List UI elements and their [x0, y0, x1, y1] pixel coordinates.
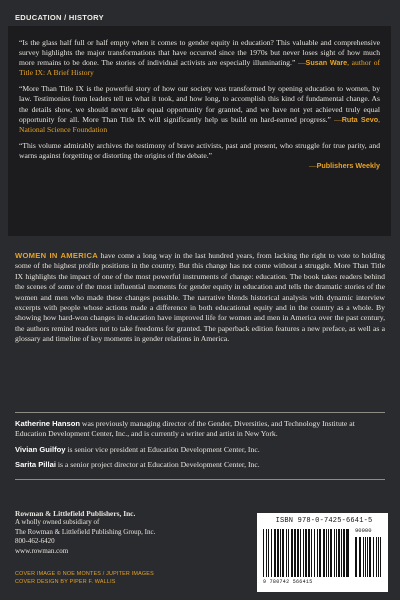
- barcode-bar: [303, 529, 304, 577]
- praise-quote: [19, 84, 380, 134]
- barcode-bar: [263, 529, 264, 577]
- barcode-addon-bar: [359, 537, 361, 577]
- author-bio-text: was previously managing director of the Gender, Diversities, and Technology Institute at Education Development Center, Inc., and is currently a writer and artist in New York.: [15, 419, 355, 439]
- author-bio: [15, 419, 385, 440]
- barcode-bar: [300, 529, 301, 577]
- barcode-bar: [274, 529, 276, 577]
- publisher-phone: 800-462-6420: [15, 537, 55, 546]
- author-bio: [15, 445, 385, 455]
- barcode-bar: [323, 529, 325, 577]
- barcode-bar: [319, 529, 321, 577]
- barcode-bar: [343, 529, 345, 577]
- cover-design-credit: COVER DESIGN BY PIPER F. WALLIS: [15, 578, 116, 585]
- description-body: have come a long way in the last hundred years, from lacking the right to vote to holding some of the highest profile positions in the country. But this change has not come without a struggle. More Than Title IX highlights the impact of one of the most powerful instruments of change: education. The book takes readers behind the scenes of some of the most influential moments for gender equity in education and tells the dramatic stories of the women and men who made these changes possible. The narrative blends historical analysis with dynamic interview excerpts with people whose actions made a difference in both educational equity and in the country as a whole. By showing how hard-won changes in education have improved life for women and men in America over the past century, the authors remind readers not to take freedoms for granted. The paperback edition features a new preface, as well as a glossary and timeline of key moments in gender relations in America.: [15, 251, 386, 344]
- barcode-addon-bar: [373, 537, 374, 577]
- divider: [15, 412, 385, 413]
- barcode-bar: [317, 529, 318, 577]
- barcode-digits: 9 780742 566415: [263, 579, 313, 585]
- barcode-bar: [286, 529, 287, 577]
- barcode-bar: [297, 529, 299, 577]
- barcode-addon-bar: [378, 537, 379, 577]
- author-bio: [15, 460, 385, 470]
- quote-dash: —: [309, 161, 317, 171]
- quote-dash: —: [295, 58, 306, 68]
- barcode-bar: [341, 529, 342, 577]
- author-name: Sarita Pillai: [15, 460, 56, 469]
- barcode-addon-bar: [380, 537, 381, 577]
- book-description: [15, 251, 385, 345]
- author-bio-text: is senior vice president at Education Development Center, Inc.: [65, 445, 260, 454]
- barcode-bar: [291, 529, 293, 577]
- quote-text: “More Than Title IX is the powerful story of how our society was transformed by opening education to women, by law. Testimonies from leaders tell us what it took, and how long, to accomplish this kind of fundamental change. As the details show, we should never take equal opportunity for granted, and we have not yet achieved truly equal opportunity for all. More Than Title IX will significantly help us build on hard-earned progress.”: [19, 84, 380, 124]
- barcode-bar: [271, 529, 272, 577]
- barcode-bars: [263, 529, 383, 579]
- barcode-addon-bar: [365, 537, 366, 577]
- quote-text: “This volume admirably archives the testimony of brave activists, past and present, who struggle for true parity, and warns against forgetting or distorting the origins of the debate.”: [19, 140, 380, 160]
- barcode-bar: [308, 529, 310, 577]
- barcode-bar: [334, 529, 335, 577]
- barcode-bar: [282, 529, 284, 577]
- publisher-line: The Rowman & Littlefield Publishing Group, Inc.: [15, 527, 156, 536]
- barcode-addon-bar: [367, 537, 368, 577]
- barcode-addon-bar: [363, 537, 364, 577]
- cover-credits: [15, 571, 154, 587]
- cover-image-credit: COVER IMAGE © NOE MONTES / JUPITER IMAGES: [15, 571, 154, 577]
- author-bio-text: is a senior project director at Education Development Center, Inc.: [55, 460, 260, 469]
- praise-box: [8, 26, 391, 236]
- barcode-bar: [338, 529, 340, 577]
- publisher-url: www.rowman.com: [15, 546, 69, 555]
- quote-attribution: [19, 161, 380, 171]
- author-name: Vivian Guilfoy: [15, 445, 66, 454]
- quote-author: Susan Ware: [305, 58, 348, 68]
- praise-quote: [19, 141, 380, 171]
- isbn-label: ISBN 978-0-7425-6641-5: [275, 517, 373, 525]
- publisher-name: Rowman & Littlefield Publishers, Inc.: [15, 509, 136, 518]
- barcode-bar: [328, 529, 329, 577]
- quote-text: “Is the glass half full or half empty when it comes to gender equity in education? This valuable and comprehensive survey highlights the major transformations that have occurred since the 1970s but never loses sight of how much more remains to be done. The stories of individual activists are especially illuminating.”: [19, 38, 380, 68]
- barcode-bar: [305, 529, 307, 577]
- barcode-bar: [330, 529, 332, 577]
- quote-author: Publishers Weekly: [316, 161, 380, 171]
- barcode-addon-digits: 90000: [355, 527, 372, 534]
- publisher-block: [15, 509, 215, 556]
- quote-affiliation: , National Science Foundation: [19, 114, 381, 134]
- barcode-bar: [268, 529, 269, 577]
- barcode-addon-bar: [355, 537, 357, 577]
- barcode-bar: [266, 529, 267, 577]
- barcode: [257, 513, 388, 592]
- barcode-bar: [314, 529, 315, 577]
- praise-quote: [19, 38, 380, 78]
- barcode-addon-bar: [369, 537, 371, 577]
- barcode-bar: [280, 529, 281, 577]
- divider: [15, 479, 385, 480]
- category-label: EDUCATION / HISTORY: [15, 13, 104, 22]
- barcode-bar: [294, 529, 296, 577]
- barcode-addon-bar: [376, 537, 377, 577]
- barcode-bar: [288, 529, 289, 577]
- quote-dash: —: [330, 114, 342, 124]
- author-name: Katherine Hanson: [15, 419, 80, 428]
- barcode-bar: [336, 529, 337, 577]
- barcode-bar: [311, 529, 312, 577]
- barcode-bar: [326, 529, 327, 577]
- quote-affiliation: , author of Title IX: A Brief History: [19, 58, 381, 78]
- description-lead-in: WOMEN IN AMERICA: [15, 251, 99, 260]
- barcode-bar: [346, 529, 349, 577]
- publisher-line: A wholly owned subsidiary of: [15, 518, 100, 527]
- barcode-bar: [277, 529, 279, 577]
- quote-author: Ruta Sevo: [341, 114, 379, 124]
